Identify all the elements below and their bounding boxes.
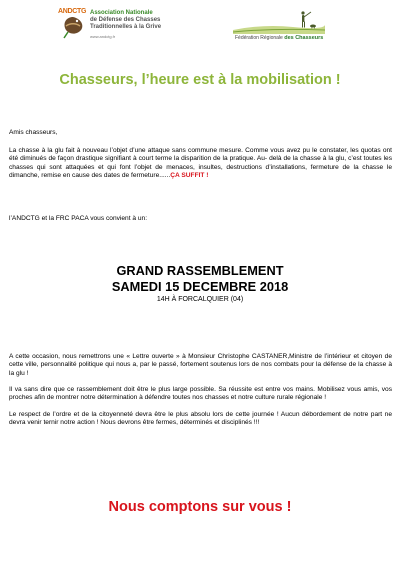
paragraph-3: Il va sans dire que ce rassemblement doit être le plus large possible. Sa réussite est entre vos mains. Mobilisez vous amis, vos proches afin de montrer notre détermination à défendre toutes nos chasses et notre culture rurale régionale ! xyxy=(9,386,392,402)
paragraph-1 xyxy=(9,147,392,181)
event-time-place: 14H À FORCALQUIER (04) xyxy=(156,296,244,303)
event-name: GRAND RASSEMBLEMENT xyxy=(116,263,284,278)
logo-text-block xyxy=(90,10,161,40)
hunter-silhouette-icon xyxy=(233,10,325,34)
bird-emblem-icon xyxy=(58,10,88,40)
andctg-logo xyxy=(58,10,170,40)
logo-line-1: Association Nationale xyxy=(90,10,153,16)
invitation-line: l’ANDCTG et la FRC PACA vous convient à un: xyxy=(9,215,148,222)
closing-slogan: Nous comptons sur vous ! xyxy=(108,499,292,515)
paragraph-2: A cette occasion, nous remettrons une « Lettre ouverte » à Monsieur Christophe CASTANER,Ministre de l’intérieur et citoyen de cette ville, personnalité politique qui nous a, par le passé, fortement soutenus lors de nos combats pour la défense de la chasse à la glu ! xyxy=(9,353,392,377)
paragraph-4: Le respect de l’ordre et de la citoyenneté devra être le plus absolu lors de cette journée ! Aucun débordement de notre part ne devra venir ternir notre action ! Nous devrons être fermes, déterminés et disciplinés !!! xyxy=(9,411,392,427)
logo-url: www.andctg.fr xyxy=(90,34,116,39)
logo-line-3: Traditionnelles à la Grive xyxy=(90,24,162,30)
frc-prefix: Fédération Régionale xyxy=(235,35,283,41)
frc-logo-text xyxy=(235,35,323,41)
paragraph-1-text: La chasse à la glu fait à nouveau l’objet d’une attaque sans commune mesure. Comme vous avez pu le constater, les quotas ont été diminués de façon drastique signifiant à court terme la disparition de la pratique. Au- delà de la chasse à la glu, c’est toutes les chasses qui sont attaquées et qui font l’objet de menaces, insultes, destructions d’installations, fermeture de la chasse le dimanche, remise en cause des dates de fermeture...... xyxy=(9,147,392,180)
frc-logo xyxy=(233,10,325,42)
frc-brand: des Chasseurs xyxy=(284,35,324,41)
ca-suffit-emphasis: ÇA SUFFIT ! xyxy=(170,172,209,180)
page-title: Chasseurs, l’heure est à la mobilisation ! xyxy=(59,72,341,88)
event-date: SAMEDI 15 DECEMBRE 2018 xyxy=(111,279,289,294)
logo-badge-text: ANDCTG xyxy=(58,8,87,15)
logo-line-2: de Défense des Chasses xyxy=(90,17,161,23)
salutation: Amis chasseurs, xyxy=(9,129,58,136)
